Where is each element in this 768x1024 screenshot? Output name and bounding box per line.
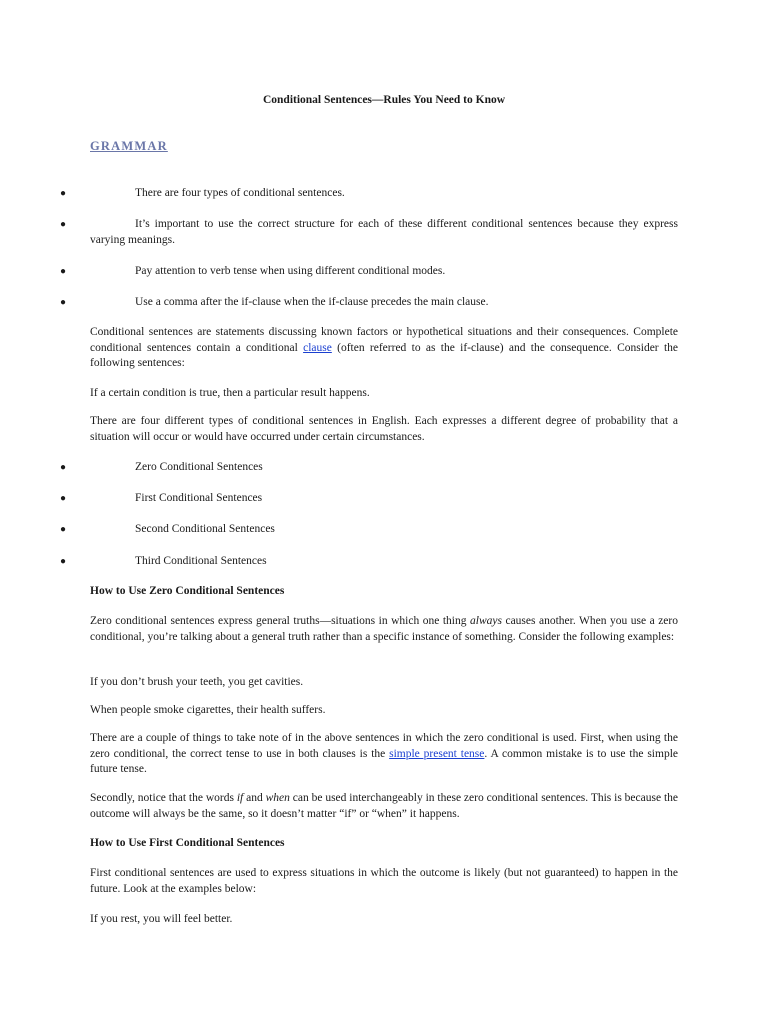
zero-p3-text-a: Secondly, notice that the words — [90, 792, 237, 804]
general-example: If a certain condition is true, then a particular result happens. — [90, 387, 370, 399]
category-link-grammar[interactable]: GRAMMAR — [90, 139, 168, 153]
types-intro-paragraph: There are four different types of conditional sentences in English. Each expresses a different degree of probability that a situation will occur or would have occurred under certain circumstances. — [90, 415, 678, 443]
bullet-icon: ● — [60, 493, 67, 504]
zero-conditional-paragraph-3 — [90, 791, 678, 822]
type-item-text: Third Conditional Sentences — [135, 555, 267, 567]
zero-p3-text-mid: and — [243, 792, 266, 804]
zero-p1-text-b: causes another. When you use a zero conditional, you’re talking about a general truth rather than a specific instance of something. Consider the following examples: — [90, 615, 678, 643]
zero-example-2: When people smoke cigarettes, their health suffers. — [90, 704, 326, 716]
type-item-text: First Conditional Sentences — [135, 492, 263, 504]
zero-example-1: If you don’t brush your teeth, you get cavities. — [90, 676, 304, 688]
key-point-text: Pay attention to verb tense when using different conditional modes. — [135, 265, 446, 277]
bullet-icon: ● — [60, 219, 67, 230]
page-title: Conditional Sentences—Rules You Need to Know — [262, 94, 506, 106]
simple-present-tense-link[interactable]: simple present tense — [389, 747, 485, 760]
zero-p3-text-b: can be used interchangeably in these zero conditional sentences. This is because the outcome will always be the same, so it doesn’t matter “if” or “when” it happens. — [90, 792, 679, 820]
key-point-text: There are four types of conditional sentences. — [135, 187, 345, 199]
zero-conditional-heading: How to Use Zero Conditional Sentences — [90, 585, 285, 597]
bullet-icon: ● — [60, 297, 67, 308]
first-conditional-heading: How to Use First Conditional Sentences — [90, 837, 285, 849]
intro-paragraph — [90, 325, 678, 372]
key-point-text: Use a comma after the if-clause when the if-clause precedes the main clause. — [135, 296, 489, 308]
intro-text-part2: (often referred to as the if-clause) and the consequence. Consider the following sentences: — [90, 341, 678, 369]
key-point-text: It’s important to use the correct structure for each of these different conditional sentences because they express varying meanings. — [90, 218, 678, 246]
type-item-text: Zero Conditional Sentences — [135, 461, 263, 473]
zero-p1-emphasis: always — [470, 615, 502, 627]
bullet-icon: ● — [60, 524, 67, 535]
zero-conditional-paragraph-1 — [90, 614, 678, 645]
zero-conditional-paragraph-2 — [90, 731, 678, 778]
zero-p1-text-a: Zero conditional sentences express general truths—situations in which one thing — [90, 615, 471, 627]
first-conditional-paragraph-1: First conditional sentences are used to express situations in which the outcome is likely (but not guaranteed) to happen in the future. Look at the examples below: — [90, 867, 678, 895]
zero-p3-emphasis-if: if — [236, 792, 244, 804]
zero-p2-text-b: . A common mistake is to use the simple future tense. — [90, 747, 678, 775]
bullet-icon: ● — [60, 556, 67, 567]
zero-p3-emphasis-when: when — [265, 792, 290, 804]
type-item-text: Second Conditional Sentences — [135, 523, 275, 535]
bullet-icon: ● — [60, 188, 67, 199]
intro-text-part1: Conditional sentences are statements discussing known factors or hypothetical situations and their consequences. Complete conditional sentences contain a conditional — [90, 326, 678, 354]
zero-p2-text-a: There are a couple of things to take note of in the above sentences in which the zero conditional is used. First, when using the zero conditional, the correct tense to use in both clauses is the — [90, 732, 678, 760]
clause-link[interactable]: clause — [303, 341, 332, 354]
first-example-1: If you rest, you will feel better. — [90, 913, 233, 925]
bullet-icon: ● — [60, 462, 67, 473]
bullet-icon: ● — [60, 266, 67, 277]
